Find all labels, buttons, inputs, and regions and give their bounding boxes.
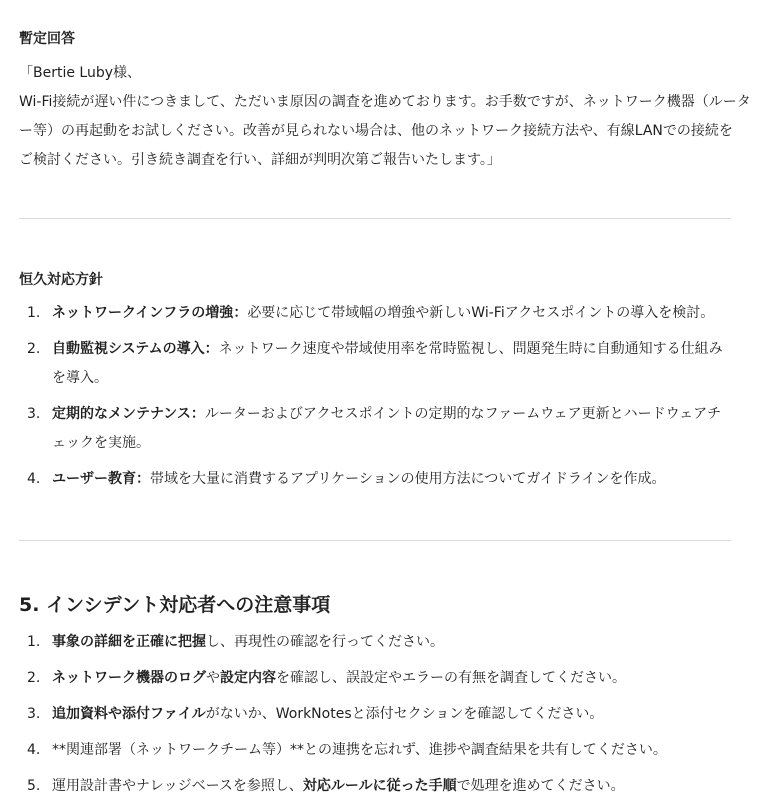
- notes-heading: 5. インシデント対応者への注意事項: [19, 594, 331, 616]
- provisional-heading: 暫定回答: [19, 31, 75, 47]
- list-item: [19, 400, 731, 458]
- list-number: 2.: [27, 670, 41, 686]
- list-item: [19, 299, 731, 328]
- item-text: し、再現性の確認を行ってください。: [206, 634, 444, 650]
- item-bold: 対応ルールに従った手順: [302, 778, 457, 794]
- list-number: 4.: [27, 742, 41, 758]
- list-number: 2.: [27, 341, 41, 357]
- item-text: で処理を進めてください。: [456, 778, 625, 794]
- item-text: 運用設計書やナレッジベースを参照し、: [52, 778, 303, 794]
- item-bold: 追加資料や添付ファイル: [52, 706, 206, 722]
- list-number: 5.: [27, 778, 41, 794]
- paragraph-line: ー等）の再起動をお試しください。改善が見られない場合は、他のネットワーク接続方法や、有線LANでの接続を: [19, 123, 733, 139]
- item-separator: ：: [233, 305, 248, 321]
- item-text: 必要に応じて帯域幅の増強や新しいWi-Fiアクセスポイントの導入を検討。: [247, 305, 715, 321]
- notes-list: [19, 628, 731, 801]
- item-text: がないか、WorkNotesと添付セクションを確認してください。: [205, 706, 604, 722]
- list-item: [19, 465, 731, 494]
- list-number: 1.: [27, 634, 41, 650]
- item-text: を確認し、誤設定やエラーの有無を調査してください。: [276, 670, 626, 686]
- item-text: 帯域を大量に消費するアプリケーションの使用方法についてガイドラインを作成。: [150, 471, 666, 487]
- item-title: 自動監視システムの導入: [52, 341, 205, 357]
- list-number: 4.: [27, 471, 41, 487]
- item-text: ルーターおよびアクセスポイントの定期的なファームウェア更新とハードウェアチェックを実施。: [52, 406, 722, 451]
- item-text: **関連部署（ネットワークチーム等）**との連携を忘れず、進捗や調査結果を共有してください。: [52, 742, 667, 758]
- list-item: [19, 736, 731, 765]
- list-number: 1.: [27, 305, 41, 321]
- paragraph-line: Wi-Fi接続が遅い件につきまして、ただいま原因の調査を進めております。お手数ですが、ネットワーク機器（ルータ: [19, 94, 751, 110]
- item-separator: ：: [204, 341, 219, 357]
- item-title: ネットワークインフラの増強: [52, 305, 234, 321]
- list-item: [19, 335, 731, 393]
- item-title: 定期的なメンテナンス: [52, 406, 191, 422]
- item-text: ネットワーク速度や帯域使用率を常時監視し、問題発生時に自動通知する仕組みを導入。: [52, 341, 723, 386]
- paragraph-line: ご検討ください。引き続き調査を行い、詳細が判明次第ご報告いたします。」: [19, 152, 501, 168]
- item-separator: ：: [190, 406, 205, 422]
- item-bold: 設定内容: [220, 670, 276, 686]
- section-divider: [19, 218, 731, 219]
- item-text: や: [206, 670, 220, 686]
- list-number: 3.: [27, 406, 41, 422]
- section-divider: [19, 540, 731, 541]
- list-item: [19, 772, 731, 801]
- item-bold: 事象の詳細を正確に把握: [52, 634, 206, 650]
- paragraph-line: 「Bertie Luby様、: [19, 65, 142, 81]
- item-title: ユーザー教育: [52, 471, 136, 487]
- list-item: [19, 628, 731, 657]
- permanent-heading: 恒久対応方針: [19, 272, 103, 288]
- item-bold: ネットワーク機器のログ: [52, 670, 206, 686]
- list-number: 3.: [27, 706, 41, 722]
- list-item: [19, 700, 731, 729]
- provisional-paragraph: [19, 59, 751, 175]
- list-item: [19, 664, 731, 693]
- item-separator: ：: [136, 471, 150, 487]
- permanent-list: [19, 299, 731, 494]
